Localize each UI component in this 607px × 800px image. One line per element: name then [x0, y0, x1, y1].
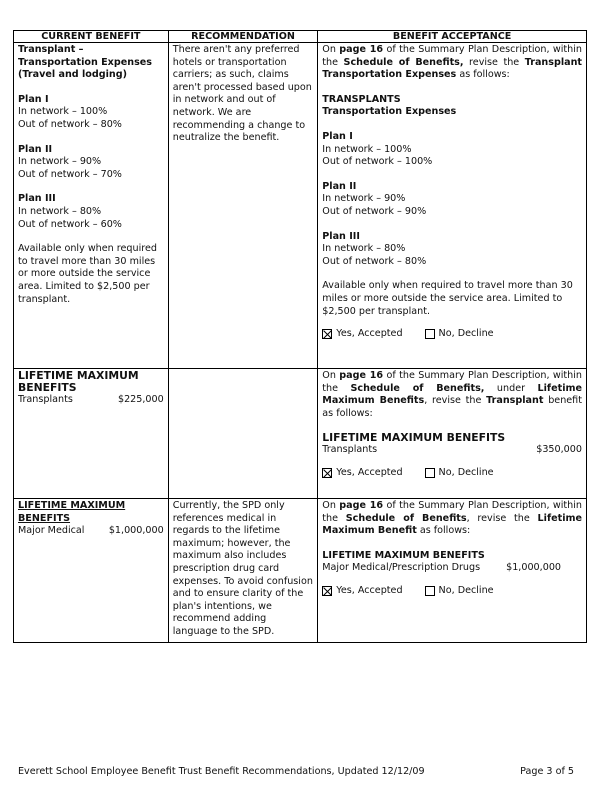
plan-value: Out of network – 80% — [322, 255, 427, 267]
acceptance-intro: On page 16 of the Summary Plan Description, within the Schedule of Benefits, revise the Transplant Transportation Expenses as follows: — [322, 44, 582, 81]
acceptance-cell — [318, 43, 587, 369]
benefit-note: Available only when required to travel more than 30 miles or more outside the service area. Limited to $2,500 per transplant. — [18, 243, 157, 305]
plan-label: Plan III — [18, 193, 56, 205]
yes-accepted-label: Yes, Accepted — [336, 328, 403, 340]
acceptance-heading: LIFETIME MAXIMUM BENEFITS — [322, 431, 506, 445]
plan-label: Plan II — [322, 180, 357, 192]
benefit-item-label: Transplants — [18, 394, 73, 405]
benefits-table — [13, 30, 587, 643]
benefit-item-value: $225,000 — [117, 394, 164, 405]
page-footer — [18, 766, 574, 779]
recommendation-cell — [168, 43, 318, 369]
acceptance-line — [322, 562, 582, 575]
acceptance-cell — [318, 499, 587, 643]
benefit-title: LIFETIME MAXIMUM BENEFITS — [18, 369, 139, 394]
acceptance-choices — [322, 467, 582, 480]
no-decline-checkbox[interactable] — [425, 586, 435, 596]
yes-accepted-checkbox[interactable] — [322, 468, 332, 478]
table-header-row — [14, 31, 587, 43]
table-row — [14, 43, 587, 369]
no-decline-label: No, Decline — [438, 328, 494, 340]
acceptance-note: Available only when required to travel more than 30 miles or more outside the service area. Limited to $2,500 per transplant. — [322, 280, 573, 317]
benefit-line — [18, 525, 164, 538]
plan-value: Out of network – 90% — [322, 205, 427, 217]
acceptance-intro: On page 16 of the Summary Plan Description, within the Schedule of Benefits, revise the Lifetime Maximum Benefit as follows: — [322, 500, 583, 537]
no-decline-checkbox[interactable] — [425, 329, 435, 339]
yes-accepted-label: Yes, Accepted — [336, 466, 403, 478]
plan-value: In network – 90% — [18, 156, 102, 168]
no-decline-label: No, Decline — [438, 584, 494, 596]
plan-label: Plan II — [18, 143, 53, 155]
acceptance-line — [322, 444, 582, 457]
acceptance-item-value: $350,000 — [536, 444, 582, 456]
yes-accepted-checkbox[interactable] — [322, 586, 332, 596]
header-current-benefit: CURRENT BENEFIT — [14, 31, 169, 43]
plan-value: In network – 80% — [18, 205, 102, 217]
plan-value: Out of network – 80% — [18, 118, 122, 130]
acceptance-intro: On page 16 of the Summary Plan Description, within the Schedule of Benefits, under Lifetime Maximum Benefits, revise the Transplant benefit as follows: — [322, 370, 582, 419]
recommendation-text: Currently, the SPD only references medical in regards to the lifetime maximum; however, the maximum also includes prescription drug card expenses. To avoid confusion and to ensure clarity of the plan's intentions, we recommend adding language to the SPD. — [172, 500, 313, 637]
acceptance-item-value: $1,000,000 — [506, 562, 562, 574]
plan-value: Out of network – 100% — [322, 156, 433, 168]
acceptance-subheading: Transportation Expenses — [322, 106, 457, 118]
recommendation-cell — [168, 369, 318, 499]
plan-value: In network – 90% — [322, 193, 406, 205]
plan-value: In network – 80% — [322, 243, 406, 255]
yes-accepted-label: Yes, Accepted — [336, 584, 403, 596]
plan-label: Plan I — [18, 93, 49, 105]
current-benefit-cell — [14, 43, 169, 369]
acceptance-item-label: Transplants — [322, 444, 378, 456]
plan-value: In network – 100% — [18, 106, 108, 118]
benefit-item-label: Major Medical — [18, 525, 85, 537]
plan-value: Out of network – 60% — [18, 218, 122, 230]
header-benefit-acceptance: BENEFIT ACCEPTANCE — [318, 31, 587, 43]
yes-accepted-checkbox[interactable] — [322, 329, 332, 339]
footer-page-number: Page 3 of 5 — [520, 766, 574, 777]
acceptance-choices — [322, 328, 582, 341]
table-row — [14, 369, 587, 499]
acceptance-heading: LIFETIME MAXIMUM BENEFITS — [322, 549, 485, 561]
recommendation-text: There aren't any preferred hotels or transportation carriers; as such, claims aren't processed based upon in network and out of network. We are recommending a change to neutralize the benefit. — [172, 44, 312, 144]
acceptance-item-label: Major Medical/Prescription Drugs — [322, 562, 481, 574]
current-benefit-cell — [14, 369, 169, 499]
acceptance-cell — [318, 369, 587, 499]
benefit-item-value: $1,000,000 — [108, 525, 164, 537]
plan-label: Plan III — [322, 230, 360, 242]
plan-label: Plan I — [322, 130, 353, 142]
footer-document-title: Everett School Employee Benefit Trust Benefit Recommendations, Updated 12/12/09 — [18, 766, 425, 777]
no-decline-checkbox[interactable] — [425, 468, 435, 478]
recommendation-cell — [168, 499, 318, 643]
current-benefit-cell — [14, 499, 169, 643]
plan-value: Out of network – 70% — [18, 168, 122, 180]
header-recommendation: RECOMMENDATION — [168, 31, 318, 43]
acceptance-heading: TRANSPLANTS — [322, 93, 401, 105]
table-row — [14, 499, 587, 643]
plan-value: In network – 100% — [322, 143, 412, 155]
no-decline-label: No, Decline — [438, 466, 494, 478]
benefit-title: Transplant – Transportation Expenses (Travel and lodging) — [18, 44, 152, 81]
acceptance-choices — [322, 585, 582, 598]
benefit-title: LIFETIME MAXIMUM BENEFITS — [18, 500, 126, 524]
benefit-line — [18, 394, 164, 407]
